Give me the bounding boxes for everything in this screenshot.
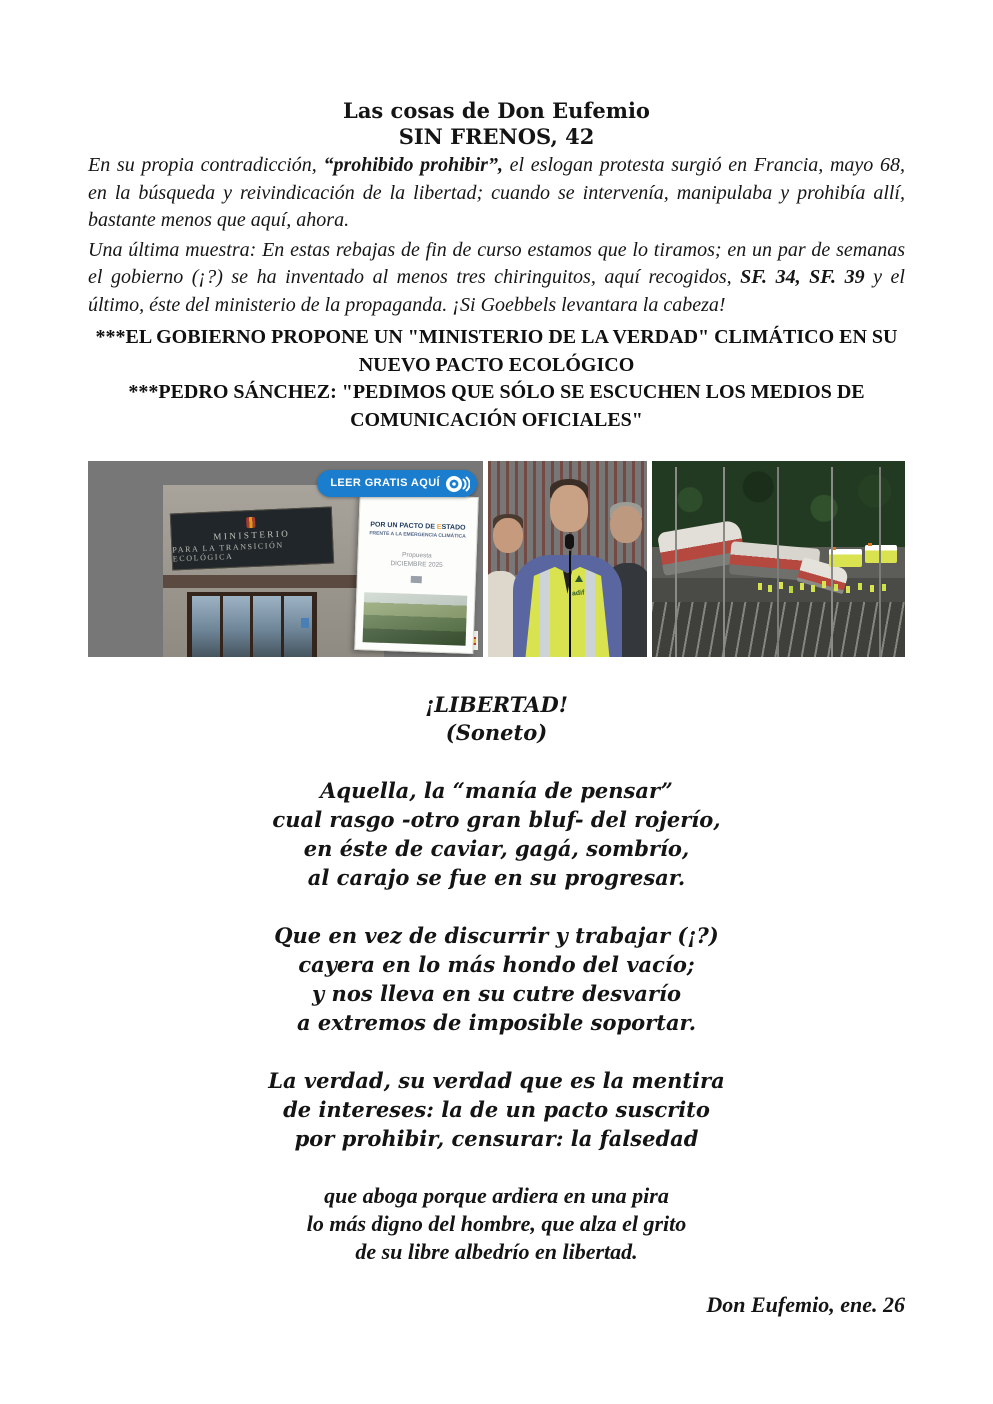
author-signature: Don Eufemio, ene. 26 — [706, 1292, 905, 1317]
adif-logo-text: adif — [571, 589, 586, 598]
report-title-text: POR UN PACTO DE — [369, 521, 437, 531]
poem-stanza-3 — [88, 1066, 905, 1153]
paragraph-text: y el último, éste del ministerio de la propaganda. ¡Si Goebbels levantara la cabeza! — [88, 266, 905, 316]
poem-line: La verdad, su verdad que es la mentira — [268, 1068, 725, 1093]
door-lintel — [163, 575, 384, 589]
bystander-right-head — [610, 506, 642, 543]
paragraph-bold-text: SF. 34, SF. 39 — [740, 266, 865, 288]
poem-line: por prohibir, censurar: la falsedad — [294, 1126, 699, 1151]
paragraph-text: el eslogan protesta surgió en Francia, mayo 68, en la búsqueda y reivindicación de la libertad; cuando se intervenía, manipulaba y prohibía allí, bastante menos que aquí, ahora. — [88, 154, 905, 231]
poem-line: cayera en lo más hondo del vacío; — [298, 952, 695, 977]
headline-block — [88, 324, 905, 434]
poem-stanza-2 — [88, 921, 905, 1037]
paragraph-text: En su propia contradicción, — [88, 154, 324, 176]
report-meta — [358, 549, 475, 571]
rescue-workers — [758, 583, 762, 590]
catenary-masts — [675, 467, 677, 657]
poem-line: Aquella, la “manía de pensar” — [320, 778, 673, 803]
speaker-head — [550, 485, 588, 532]
report-meta-line2: DICIEMBRE 2025 — [389, 560, 443, 570]
vest-reflective-stripe — [540, 567, 549, 657]
leer-gratis-label: LEER GRATIS AQUÍ — [330, 477, 440, 489]
report-title-text: STADO — [441, 524, 466, 532]
paragraph-text: Una última muestra: En estas rebajas de fin de curso estamos que lo tiramos; en un par de semanas el gobierno (¡?) se ha inventado al menos tres chiringuitos, aquí recogidos, — [88, 238, 905, 288]
ministry-sign — [170, 506, 334, 570]
headline-1: ***EL GOBIERNO PROPONE UN "MINISTERIO DE LA VERDAD" CLIMÁTICO EN SU NUEVO PACTO ECOLÓGICO — [95, 326, 898, 376]
poem-line: Que en vez de discurrir y trabajar (¡?) — [274, 923, 719, 948]
poem-line: en éste de caviar, gagá, sombrío, — [303, 836, 690, 861]
poem-line: a extremos de imposible soportar. — [297, 1010, 696, 1035]
poem-title: ¡LIBERTAD! — [425, 692, 568, 717]
report-cover — [354, 493, 478, 654]
poem-line: de intereses: la de un pacto suscrito — [283, 1097, 710, 1122]
microphone-icon — [565, 534, 574, 549]
poem — [88, 691, 905, 1266]
poem-line: y nos lleva en su cutre desvarío — [312, 981, 681, 1006]
poem-line: cual rasgo -otro gran bluf- del rojerío, — [272, 807, 721, 832]
bystander-left-head — [493, 518, 523, 553]
report-meta-line1: Propuesta — [401, 551, 432, 560]
photo-train-derailment — [652, 461, 905, 657]
page-title: Las cosas de Don Eufemio — [343, 98, 650, 123]
vest-reflective-stripe — [585, 567, 594, 657]
spain-coat-of-arms-icon — [246, 517, 255, 528]
intro-paragraph-1 — [88, 152, 905, 235]
gobierno-logo — [410, 576, 421, 583]
poem-stanza-1 — [88, 776, 905, 892]
landscape-photo — [362, 592, 466, 646]
poem-line: al carajo se fue en su progresar. — [307, 865, 686, 890]
blue-plaque — [301, 618, 309, 628]
poem-line: lo más digno del hombre, que alza el grito — [306, 1211, 687, 1236]
photo-ministry-building — [88, 461, 483, 657]
poem-stanza-4 — [88, 1182, 905, 1266]
paragraph-bold-text: “prohibido prohibir”, — [323, 154, 503, 176]
ministry-sign-line2: PARA LA TRANSICIÓN ECOLÓGICA — [172, 540, 284, 564]
ministry-sign-line1: MINISTERIO — [213, 528, 291, 542]
page-subtitle: SIN FRENOS, 42 — [398, 124, 595, 149]
ambulance — [829, 549, 862, 567]
photo-pedro-sanchez-press — [488, 461, 647, 657]
microphone-stand — [569, 551, 571, 657]
photo-strip — [88, 461, 905, 657]
poem-line: de su libre albedrío en libertad. — [355, 1239, 638, 1264]
adif-logo-icon — [575, 575, 583, 582]
entrance-doors — [187, 592, 317, 657]
poem-line: que aboga porque ardiera en una pira — [324, 1183, 669, 1208]
headline-2: ***PEDRO SÁNCHEZ: "PEDIMOS QUE SÓLO SE ESCUCHEN LOS MEDIOS DE COMUNICACIÓN OFICIALES" — [128, 381, 865, 431]
railway-tracks — [652, 602, 905, 657]
report-subtitle: FRENTE A LA EMERGENCIA CLIMÁTICA — [368, 530, 466, 541]
intro-paragraph-2 — [88, 237, 905, 320]
poem-subtitle: (Soneto) — [445, 720, 548, 745]
leer-gratis-button[interactable] — [317, 470, 477, 497]
report-title-accent: E — [436, 523, 442, 532]
ambulance — [865, 545, 898, 563]
sound-waves-icon — [445, 475, 470, 493]
